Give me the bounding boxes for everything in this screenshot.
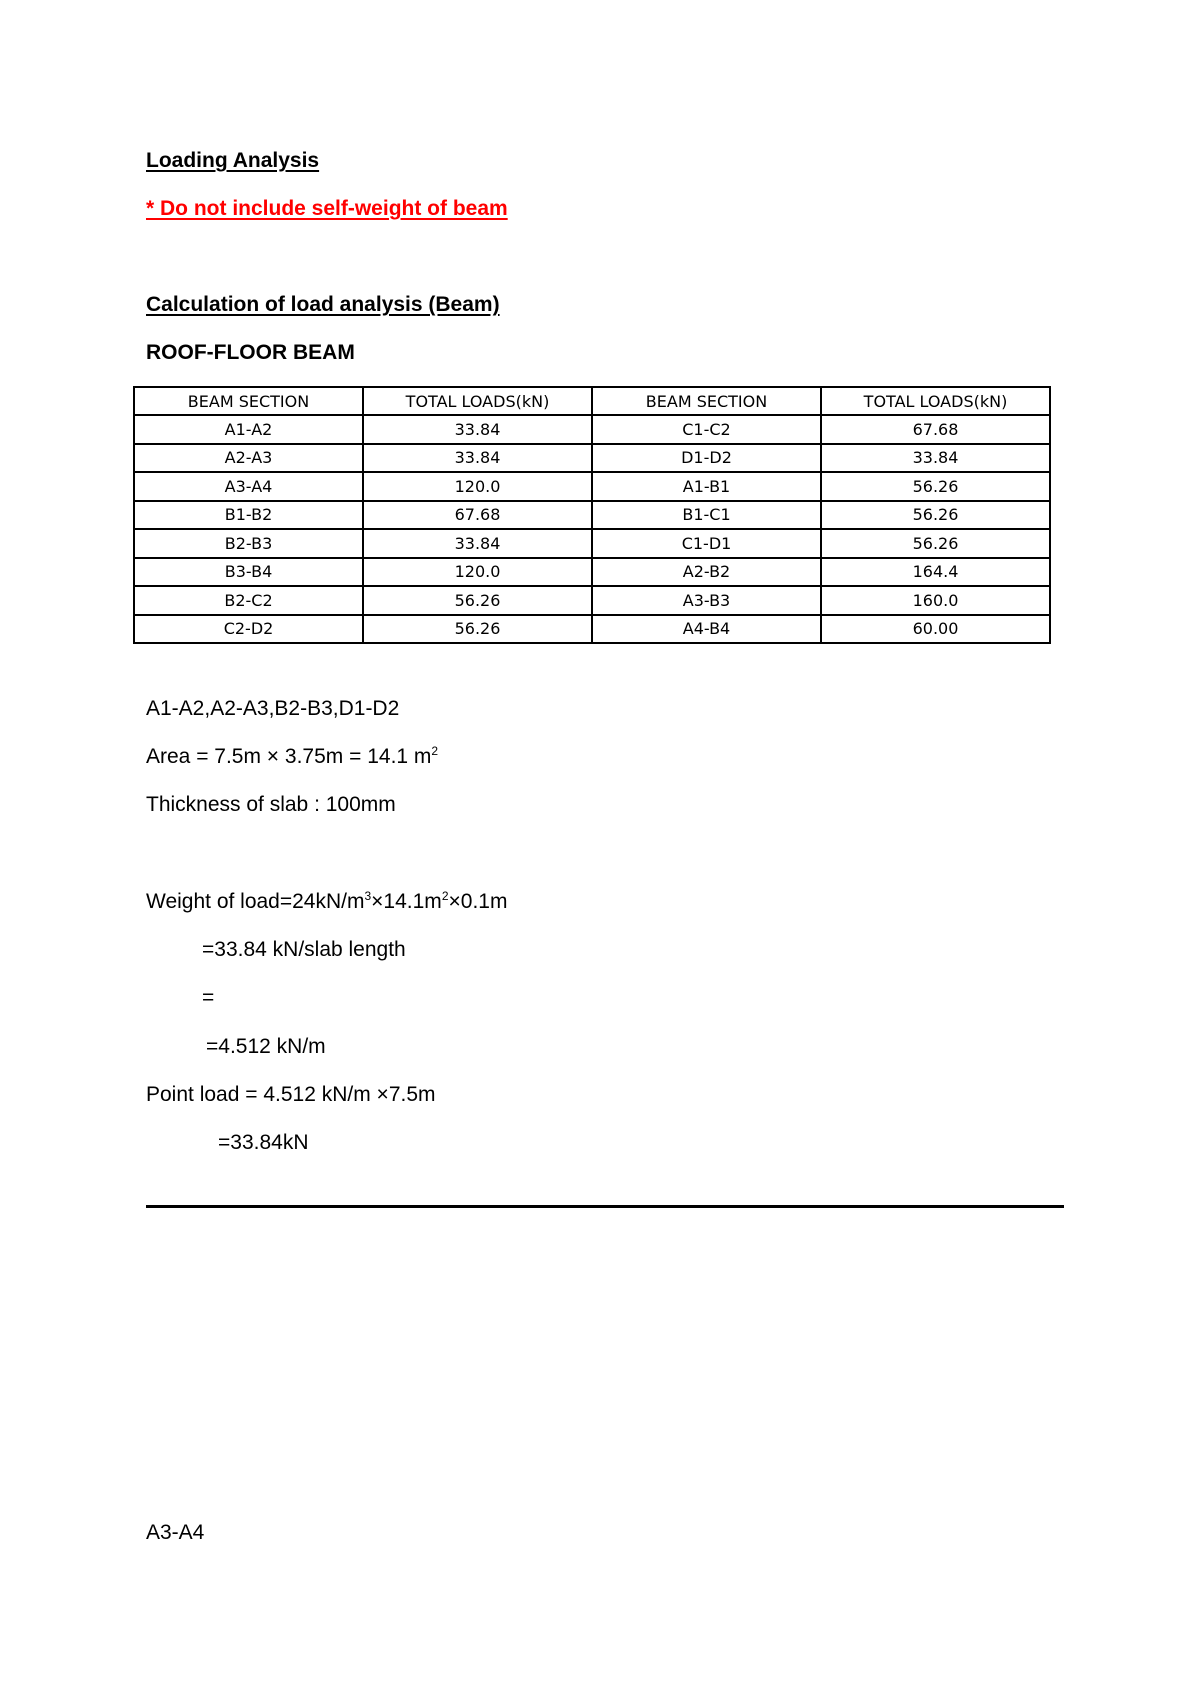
table-cell: A1-A2: [134, 415, 363, 444]
beam-loads-table: [133, 386, 1051, 644]
table-cell: B2-C2: [134, 586, 363, 615]
table-cell: B3-B4: [134, 558, 363, 587]
table-cell: 60.00: [821, 615, 1050, 644]
weight-superscript-1: 3: [364, 889, 372, 903]
weight-formula: [146, 889, 507, 915]
load-per-metre: =4.512 kN/m: [206, 1035, 326, 1058]
table-cell: B2-B3: [134, 529, 363, 558]
table-cell: C1-C2: [592, 415, 821, 444]
table-row: [134, 586, 1050, 615]
weight-suffix: ×0.1m: [448, 890, 508, 913]
table-row: [134, 501, 1050, 530]
note-self-weight: * Do not include self-weight of beam: [146, 197, 508, 220]
calculation-heading: Calculation of load analysis (Beam): [146, 293, 500, 316]
table-row: [134, 444, 1050, 473]
table-cell: 56.26: [363, 615, 592, 644]
table-row: [134, 472, 1050, 501]
page-title: Loading Analysis: [146, 149, 320, 172]
table-cell: A3-B3: [592, 586, 821, 615]
table-cell: A2-B2: [592, 558, 821, 587]
table-cell: A1-B1: [592, 472, 821, 501]
table-cell: 33.84: [363, 415, 592, 444]
table-cell: 56.26: [821, 472, 1050, 501]
header-beam-section: BEAM SECTION: [592, 387, 821, 415]
area-formula: [146, 744, 438, 770]
table-cell: 33.84: [363, 444, 592, 473]
point-load-result: =33.84kN: [218, 1131, 309, 1154]
table-cell: A2-A3: [134, 444, 363, 473]
header-beam-section: BEAM SECTION: [134, 387, 363, 415]
table-cell: 67.68: [821, 415, 1050, 444]
table-cell: A3-A4: [134, 472, 363, 501]
section-divider: [146, 1205, 1064, 1208]
area-text: Area = 7.5m × 3.75m = 14.1 m: [146, 745, 432, 768]
beam-group-label: A1-A2,A2-A3,B2-B3,D1-D2: [146, 697, 400, 720]
table-cell: 120.0: [363, 558, 592, 587]
table-row: [134, 615, 1050, 644]
table-row: [134, 558, 1050, 587]
weight-middle: ×14.1m: [371, 890, 442, 913]
header-total-loads: TOTAL LOADS(kN): [363, 387, 592, 415]
slab-thickness: Thickness of slab : 100mm: [146, 793, 396, 816]
weight-equals: =: [202, 986, 215, 1009]
table-cell: D1-D2: [592, 444, 821, 473]
table-cell: B1-B2: [134, 501, 363, 530]
table-cell: 56.26: [363, 586, 592, 615]
table-cell: 33.84: [821, 444, 1050, 473]
table-cell: 164.4: [821, 558, 1050, 587]
weight-result: =33.84 kN/slab length: [202, 938, 406, 961]
table-cell: C1-D1: [592, 529, 821, 558]
header-total-loads: TOTAL LOADS(kN): [821, 387, 1050, 415]
point-load-formula: Point load = 4.512 kN/m ×7.5m: [146, 1083, 436, 1106]
next-section-label: A3-A4: [146, 1521, 205, 1544]
area-superscript: 2: [431, 744, 439, 758]
table-cell: B1-C1: [592, 501, 821, 530]
table-row: [134, 415, 1050, 444]
weight-prefix: Weight of load=24kN/m: [146, 890, 365, 913]
table-cell: 67.68: [363, 501, 592, 530]
table-row: [134, 529, 1050, 558]
section-title: ROOF-FLOOR BEAM: [146, 341, 355, 364]
table-cell: C2-D2: [134, 615, 363, 644]
table-cell: 56.26: [821, 529, 1050, 558]
table-cell: A4-B4: [592, 615, 821, 644]
table-header-row: [134, 387, 1050, 415]
weight-superscript-2: 2: [441, 889, 449, 903]
table-cell: 56.26: [821, 501, 1050, 530]
table-cell: 33.84: [363, 529, 592, 558]
table-cell: 160.0: [821, 586, 1050, 615]
table-cell: 120.0: [363, 472, 592, 501]
